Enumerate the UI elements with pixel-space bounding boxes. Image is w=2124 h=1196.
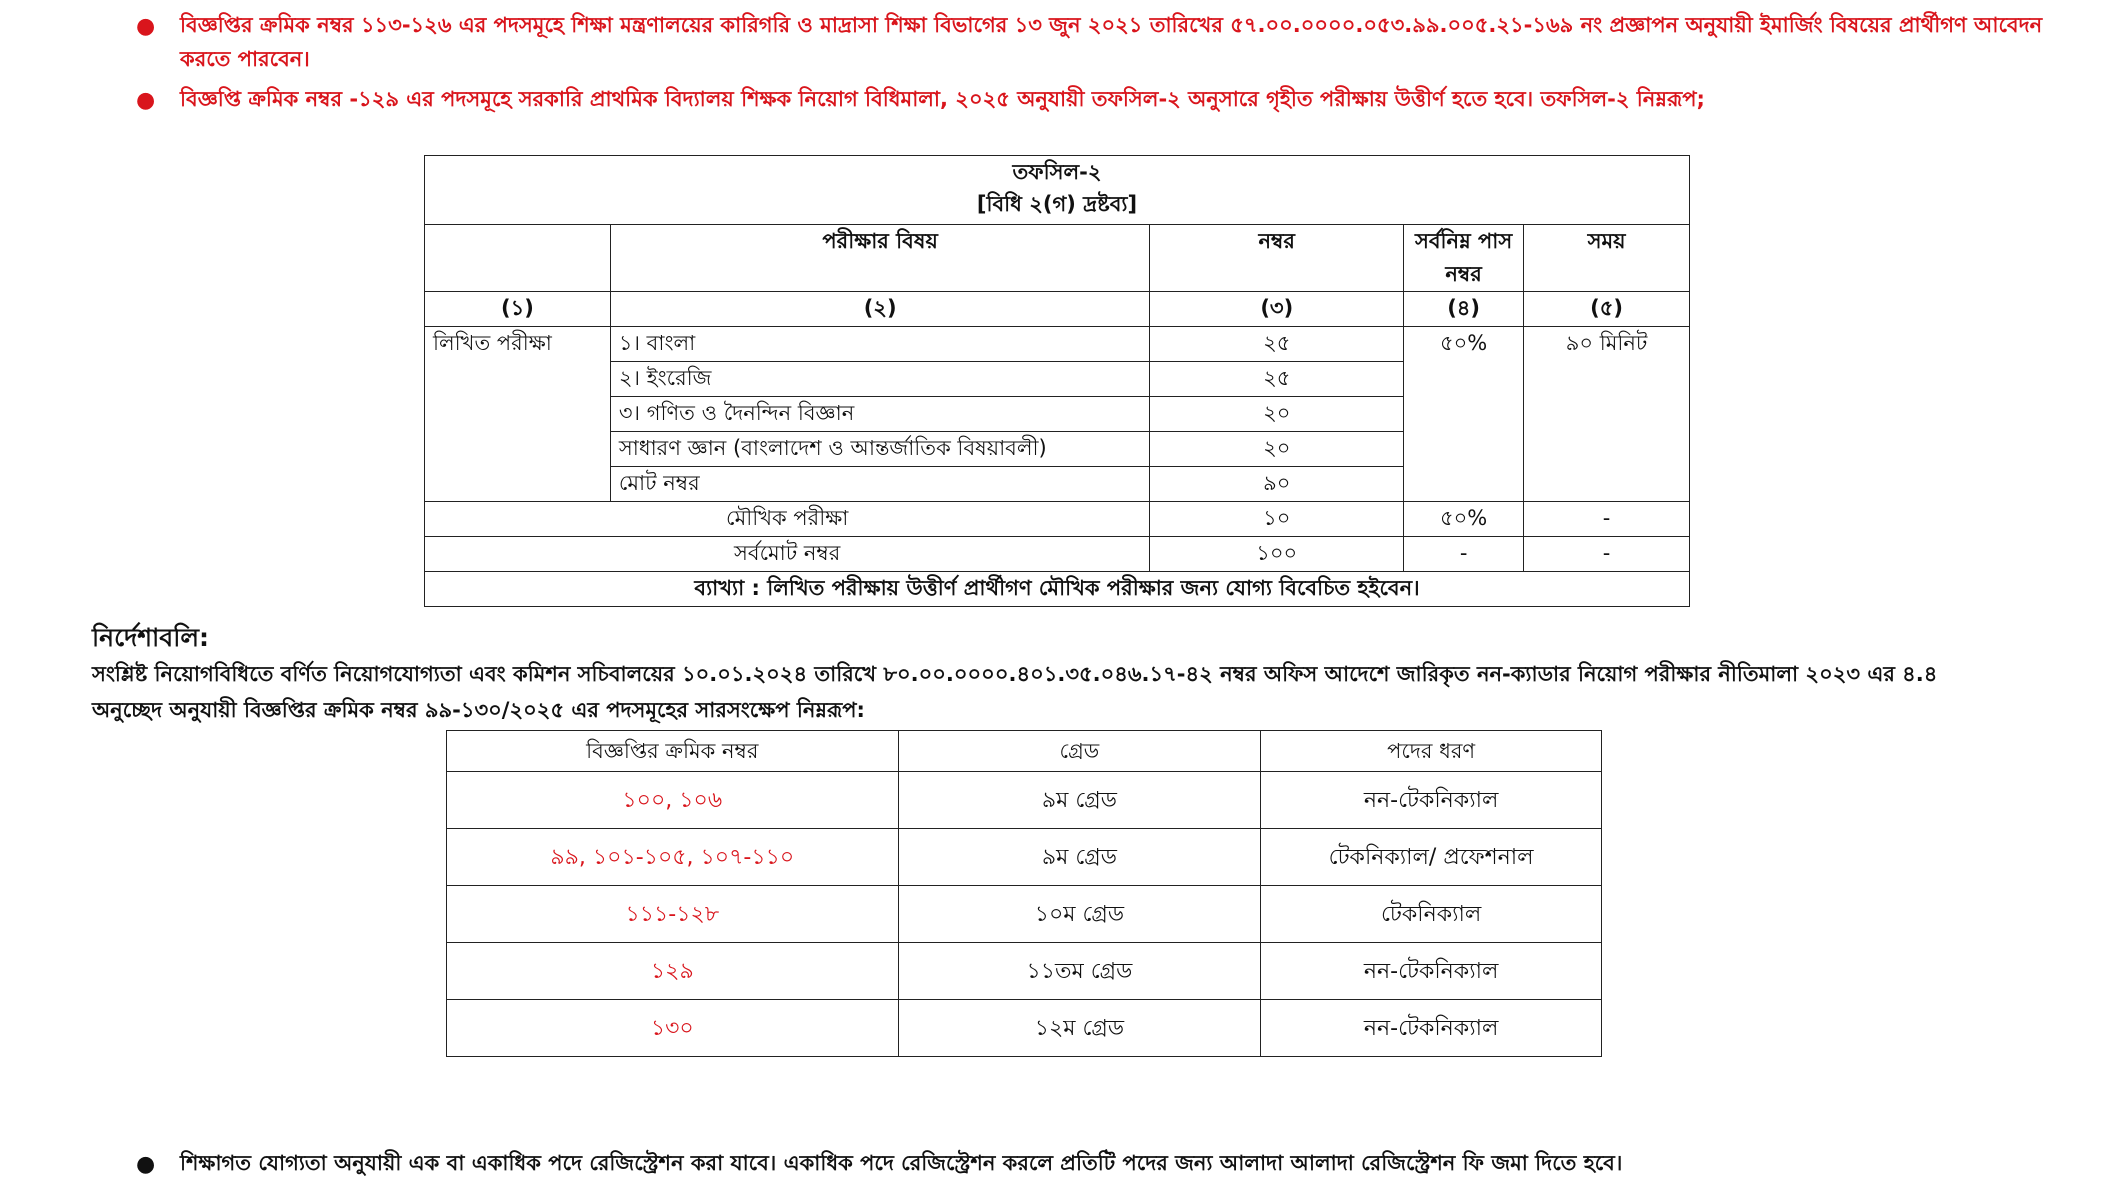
grade-cell: ৯ম গ্রেড: [898, 772, 1261, 829]
subject-cell: সাধারণ জ্ঞান (বাংলাদেশ ও আন্তর্জাতিক বিষয়াবলী): [610, 432, 1150, 467]
serial-cell: ১১১-১২৮: [447, 886, 899, 943]
summary-table: [446, 730, 1602, 1057]
summary-header-cell: বিজ্ঞপ্তির ক্রমিক নম্বর: [447, 731, 899, 772]
summary-header-cell: পদের ধরণ: [1261, 731, 1602, 772]
table-row: [447, 1000, 1602, 1057]
marks-cell: ৯০: [1150, 467, 1404, 502]
post-type-cell: নন-টেকনিক্যাল: [1261, 1000, 1602, 1057]
oral-time: -: [1524, 502, 1690, 537]
written-pass-mark: ৫০%: [1404, 327, 1524, 502]
header-cell: পরীক্ষার বিষয়: [610, 225, 1150, 292]
serial-cell: ১৩০: [447, 1000, 899, 1057]
oral-pass-mark: ৫০%: [1404, 502, 1524, 537]
subject-cell: ৩। গণিত ও দৈনন্দিন বিজ্ঞান: [610, 397, 1150, 432]
bullet-dot: ●: [136, 88, 156, 113]
post-type-cell: নন-টেকনিক্যাল: [1261, 772, 1602, 829]
schedule-title: তফসিল-২: [1012, 160, 1102, 184]
bullet-dot: ●: [136, 1152, 156, 1177]
instructions-title: নির্দেশাবলি:: [92, 623, 209, 652]
oral-marks: ১০: [1150, 502, 1404, 537]
written-time: ৯০ মিনিট: [1524, 327, 1690, 502]
schedule-note: ব্যাখ্যা : লিখিত পরীক্ষায় উত্তীর্ণ প্রার্থীগণ মৌখিক পরীক্ষার জন্য যোগ্য বিবেচিত হইবেন।: [425, 572, 1690, 607]
table-row: [447, 772, 1602, 829]
summary-header-cell: গ্রেড: [898, 731, 1261, 772]
column-number: (৫): [1524, 292, 1690, 327]
post-type-cell: টেকনিক্যাল: [1261, 886, 1602, 943]
total-time: -: [1524, 537, 1690, 572]
table-row: [447, 886, 1602, 943]
oral-exam-label: মৌখিক পরীক্ষা: [425, 502, 1150, 537]
marks-cell: ২৫: [1150, 327, 1404, 362]
grade-cell: ৯ম গ্রেড: [898, 829, 1261, 886]
total-marks: ১০০: [1150, 537, 1404, 572]
post-type-cell: নন-টেকনিক্যাল: [1261, 943, 1602, 1000]
header-cell: নম্বর: [1150, 225, 1404, 292]
schedule-title-cell: [425, 156, 1690, 225]
table-row: [447, 943, 1602, 1000]
serial-cell: ৯৯, ১০১-১০৫, ১০৭-১১০: [447, 829, 899, 886]
column-number: (৪): [1404, 292, 1524, 327]
total-pass-mark: -: [1404, 537, 1524, 572]
grade-cell: ১২ম গ্রেড: [898, 1000, 1261, 1057]
header-cell: [425, 225, 611, 292]
grade-cell: ১০ম গ্রেড: [898, 886, 1261, 943]
marks-cell: ২০: [1150, 432, 1404, 467]
serial-cell: ১০০, ১০৬: [447, 772, 899, 829]
total-label: সর্বমোট নম্বর: [425, 537, 1150, 572]
bullet-text: বিজ্ঞপ্তির ক্রমিক নম্বর ১১৩-১২৬ এর পদসমূহে শিক্ষা মন্ত্রণালয়ের কারিগরি ও মাদ্রাসা শিক্ষা বিভাগের ১৩ জুন ২০২১ তারিখের ৫৭.০০.০০০০.০৫৩.৯৯.০০৫.২১-১৬৯ নং প্রজ্ঞাপন অনুযায়ী ইমার্জিং বিষয়ের প্রার্থীগণ আবেদন করতে পারবেন।: [180, 13, 2043, 71]
schedule-table: [424, 155, 1690, 607]
column-number: (২): [610, 292, 1150, 327]
header-cell: সময়: [1524, 225, 1690, 292]
subject-cell: ১। বাংলা: [610, 327, 1150, 362]
post-type-cell: টেকনিক্যাল/ প্রফেশনাল: [1261, 829, 1602, 886]
bullet-dot: ●: [136, 14, 156, 39]
header-cell: সর্বনিম্ন পাস নম্বর: [1404, 225, 1524, 292]
schedule-subtitle: [বিধি ২(গ) দ্রষ্টব্য]: [976, 192, 1138, 216]
marks-cell: ২০: [1150, 397, 1404, 432]
marks-cell: ২৫: [1150, 362, 1404, 397]
serial-cell: ১২৯: [447, 943, 899, 1000]
written-exam-label: লিখিত পরীক্ষা: [425, 327, 611, 502]
subject-cell: মোট নম্বর: [610, 467, 1150, 502]
column-number: (১): [425, 292, 611, 327]
bullet-text: শিক্ষাগত যোগ্যতা অনুযায়ী এক বা একাধিক পদে রেজিস্ট্রেশন করা যাবে। একাধিক পদে রেজিস্ট্রেশন করলে প্রতিটি পদের জন্য আলাদা আলাদা রেজিস্ট্রেশন ফি জমা দিতে হবে।: [180, 1151, 1623, 1175]
table-row: [447, 829, 1602, 886]
instructions-paragraph: সংশ্লিষ্ট নিয়োগবিধিতে বর্ণিত নিয়োগযোগ্যতা এবং কমিশন সচিবালয়ের ১০.০১.২০২৪ তারিখে ৮০.০০.০০০০.৪০১.৩৫.০৪৬.১৭-৪২ নম্বর অফিস আদেশে জারিকৃত নন-ক্যাডার নিয়োগ পরীক্ষার নীতিমালা ২০২৩ এর ৪.৪ অনুচ্ছেদ অনুযায়ী বিজ্ঞপ্তির ক্রমিক নম্বর ৯৯-১৩০/২০২৫ এর পদসমূহের সারসংক্ষেপ নিম্নরূপ:: [92, 662, 1938, 722]
subject-cell: ২। ইংরেজি: [610, 362, 1150, 397]
bullet-text: বিজ্ঞপ্তি ক্রমিক নম্বর -১২৯ এর পদসমূহে সরকারি প্রাথমিক বিদ্যালয় শিক্ষক নিয়োগ বিধিমালা, ২০২৫ অনুযায়ী তফসিল-২ অনুসারে গৃহীত পরীক্ষায় উত্তীর্ণ হতে হবে। তফসিল-২ নিম্নরূপ;: [180, 87, 1705, 111]
grade-cell: ১১তম গ্রেড: [898, 943, 1261, 1000]
column-number: (৩): [1150, 292, 1404, 327]
